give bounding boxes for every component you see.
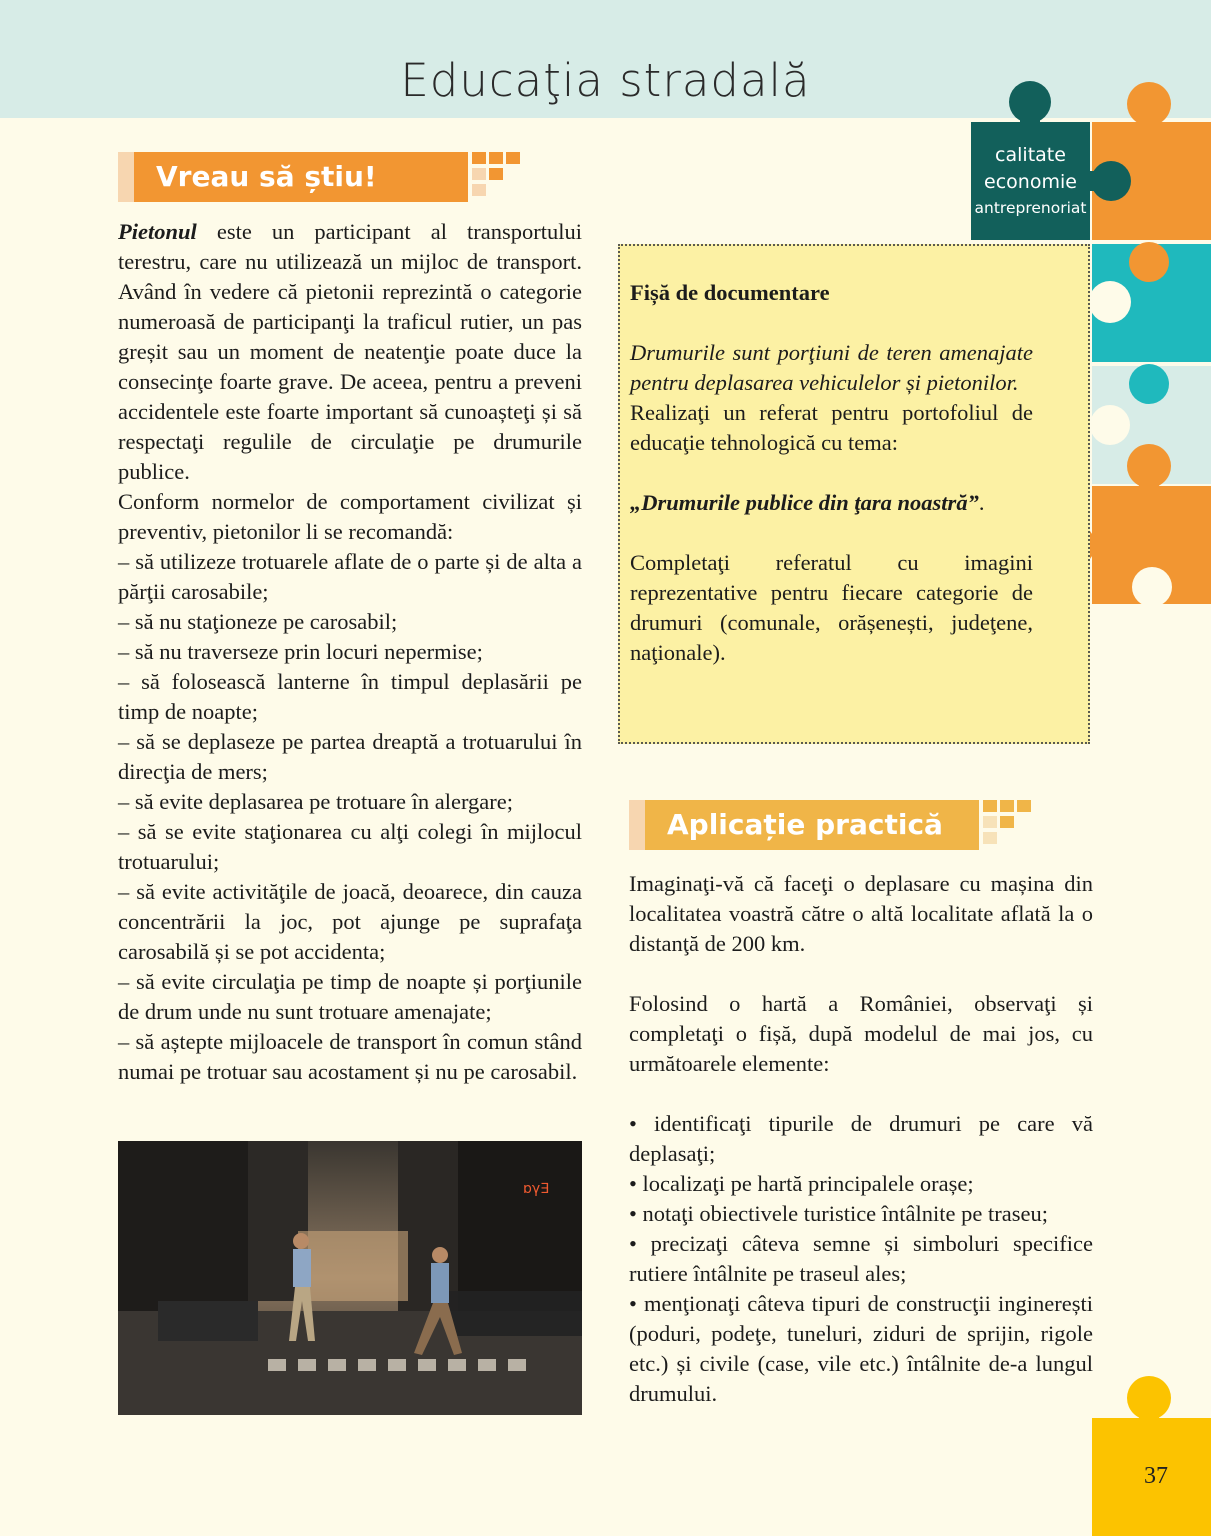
app-paragraph-1: Imaginaţi-vă că faceţi o deplasare cu mașina din localitatea voastră către o altă localitate aflată la o distanţă de 200 km.: [629, 871, 1093, 956]
deco-square: [472, 168, 486, 180]
deco-square: [1000, 816, 1014, 828]
bullet-item: • identificaţi tipurile de drumuri pe care vă deplasaţi;: [629, 1111, 1093, 1166]
rule-item: – să utilizeze trotuarele aflate de o parte și de alta a părţii carosabile;: [118, 549, 582, 604]
page-number: 37: [1144, 1463, 1168, 1489]
deco-square: [983, 800, 997, 812]
doc-complete: Completaţi referatul cu imagini reprezentative pentru fiecare categorie de drumuri (comunale, orășenești, judeţene, naţionale).: [630, 550, 1033, 665]
app-paragraph-2: Folosind o hartă a României, observaţi și completaţi o fișă, după modelul de mai jos, cu următoarele elemente:: [629, 991, 1093, 1076]
photo-sign-text: ɒγ∃: [523, 1181, 550, 1197]
tag-line-2: economie: [984, 171, 1077, 193]
pedestrians-photo: [118, 1141, 582, 1415]
section-header-vreau: [118, 152, 478, 202]
rule-item: – să evite circulaţia pe timp de noapte și porţiunile de drum unde nu sunt trotuare amenajate;: [118, 969, 582, 1024]
rule-item: – să nu staţioneze pe carosabil;: [118, 609, 398, 634]
deco-square: [983, 816, 997, 828]
deco-square: [1017, 800, 1031, 812]
doc-theme: „Drumurile publice din ţara noastră”: [630, 490, 979, 515]
deco-square: [489, 152, 503, 164]
rule-item: – să nu traverseze prin locuri nepermise;: [118, 639, 483, 664]
topic-tag: [971, 122, 1090, 240]
intro-paragraph: [118, 217, 582, 487]
rule-item: – să evite deplasarea pe trotuare în alergare;: [118, 789, 514, 814]
right-column-text: [629, 869, 1093, 1409]
rule-item: – să se deplaseze pe partea dreaptă a trotuarului în direcţia de mers;: [118, 729, 582, 784]
tag-line-3: antreprenoriat: [974, 199, 1087, 217]
norms-intro: Conform normelor de comportament civilizat și preventiv, pietonilor li se recomandă:: [118, 489, 582, 544]
documentation-content: [630, 278, 1033, 668]
page-title: Educaţia stradală: [400, 54, 811, 107]
header-stripe: [629, 800, 645, 850]
doc-task: Realizaţi un referat pentru portofoliul de educaţie tehnologică cu tema:: [630, 400, 1033, 455]
doc-italic-text: Drumurile sunt porţiuni de teren amenajate pentru deplasarea vehiculelor și pietonilor.: [630, 340, 1033, 395]
rule-item: – să evite activităţile de joacă, deoarece, din cauza concentrării la joc, pot ajunge pe suprafaţa carosabilă și se pot accidenta;: [118, 879, 582, 964]
deco-square: [472, 184, 486, 196]
rule-item: – să aștepte mijloacele de transport în comun stând numai pe trotuar sau acostament și nu pe carosabil.: [118, 1029, 582, 1084]
section-title: Aplicație practică: [645, 800, 979, 850]
deco-square: [489, 168, 503, 180]
doc-theme-end: .: [978, 490, 985, 515]
deco-square: [1000, 800, 1014, 812]
doc-theme-line: [630, 488, 1033, 518]
bullet-item: • localizaţi pe hartă principalele orașe;: [629, 1171, 974, 1196]
tag-line-1: calitate: [995, 144, 1066, 166]
bullet-item: • notaţi obiectivele turistice întâlnite pe traseu;: [629, 1201, 1048, 1226]
deco-square: [983, 832, 997, 844]
left-column-text: [118, 217, 582, 1087]
documentation-box: [618, 244, 1090, 744]
bullet-item: • precizaţi câteva semne și simboluri specifice rutiere întâlnite pe traseul ales;: [629, 1231, 1093, 1286]
bullet-item: • menţionaţi câteva tipuri de construcţii inginerești (poduri, podeţe, tuneluri, ziduri de sprijin, rigole etc.) și civile (case, vile etc.) întâlnite de-a lungul drumului.: [629, 1291, 1093, 1406]
rule-item: – să se evite staţionarea cu alţi colegi în mijlocul trotuarului;: [118, 819, 582, 874]
header-stripe: [118, 152, 134, 202]
doc-title: Fișă de documentare: [630, 280, 830, 305]
deco-square: [472, 152, 486, 164]
section-header-aplicatie: [629, 800, 979, 850]
intro-bold: Pietonul: [118, 219, 197, 244]
intro-rest: este un participant al transportului terestru, care nu utilizează un mijloc de transport. Având în vedere că pietonii reprezintă o categorie numeroasă de participanţi la traficul rutier, un pas greșit sau un moment de neatenţie poate duce la consecinţe foarte grave. De aceea, pentru a preveni accidentele este foarte important să cunoașteţi și să respectaţi regulile de circulaţie pe drumurile publice.: [118, 219, 582, 484]
section-title: Vreau să știu!: [134, 152, 468, 202]
rule-item: – să folosească lanterne în timpul deplasării pe timp de noapte;: [118, 669, 582, 724]
deco-square: [506, 152, 520, 164]
